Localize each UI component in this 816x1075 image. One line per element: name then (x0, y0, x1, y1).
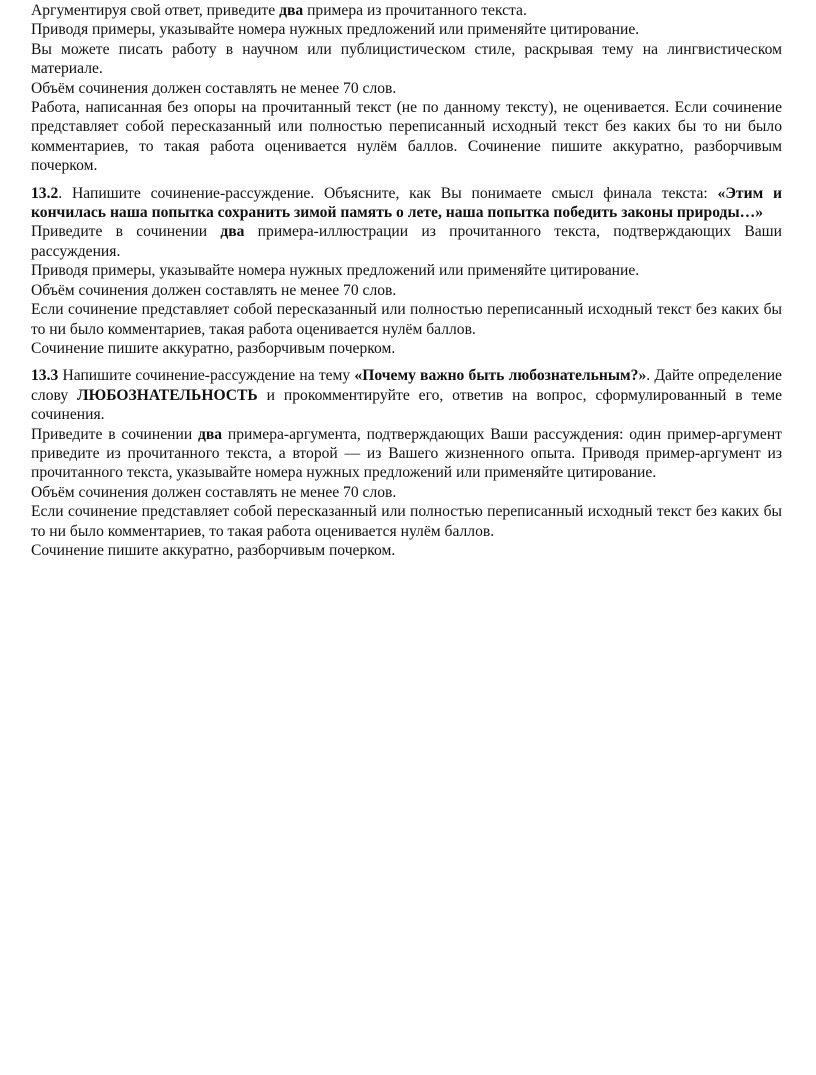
intro-length-requirement: Объём сочинения должен составлять не менее 70 слов. (31, 79, 397, 97)
task-13-2-prompt: 13.2. Напишите сочинение-рассуждение. Объясните, как Вы понимаете смысл финала текста: «Этим и кончилась наша попытка сохранить зимой память о лете, наша попытка победить законы природы…» (31, 184, 782, 222)
task-13-2-examples-instruction: Приведите в сочинении два примера-иллюстрации из прочитанного текста, подтверждающих Ваши рассуждения. (31, 223, 782, 260)
intro-grading-rules: Работа, написанная без опоры на прочитанный текст (не по данному тексту), не оценивается. Если сочинение представляет собой пересказанный или полностью переписанный исходный текст без каких бы то ни было комментариев, то такая работа оценивается нулём баллов. Сочинение пишите аккуратно, разборчивым почерком. (31, 99, 782, 175)
task-13-2-number: 13.2 (31, 184, 59, 202)
task-13-3-length-requirement: Объём сочинения должен составлять не менее 70 слов. (31, 483, 397, 501)
emphasis-two: два (198, 425, 223, 443)
intro-section (31, 1, 782, 176)
intro-style-instruction: Вы можете писать работу в научном или публицистическом стиле, раскрывая тему на лингвистическом материале. (31, 40, 782, 78)
task-13-3-grading-rule: Если сочинение представляет собой пересказанный или полностью переписанный исходный текст без каких бы то ни было комментариев, то такая работа оценивается нулём баллов. (31, 503, 782, 540)
task-13-3-number: 13.3 (31, 367, 59, 385)
task-13-2-length-requirement: Объём сочинения должен составлять не менее 70 слов. (31, 281, 397, 299)
task-13-3-section (31, 366, 782, 560)
task-13-3-prompt: 13.3 Напишите сочинение-рассуждение на тему «Почему важно быть любознательным?». Дайте определение слову ЛЮБОЗНАТЕЛЬНОСТЬ и прокомментируйте его, ответив на вопрос, сформулированный в теме сочинения. (31, 367, 782, 424)
task-13-2-grading-rule: Если сочинение представляет собой пересказанный или полностью переписанный исходный текст без каких бы то ни было комментариев, такая работа оценивается нулём баллов. (31, 301, 782, 338)
emphasis-two: два (279, 2, 304, 19)
task-13-2-quote: «Этим и кончилась наша попытка сохранить зимой память о лете, наша попытка победить законы природы…» (31, 184, 782, 222)
task-13-3-topic: «Почему важно быть любознательным?» (354, 367, 647, 385)
document-page (31, 1, 782, 560)
task-13-3-handwriting-note: Сочинение пишите аккуратно, разборчивым почерком. (31, 541, 396, 559)
task-13-3-keyword: ЛЮБОЗНАТЕЛЬНОСТЬ (77, 386, 258, 404)
task-13-2-handwriting-note: Сочинение пишите аккуратно, разборчивым почерком. (31, 339, 396, 357)
emphasis-two: два (220, 223, 245, 241)
task-13-3-examples-instruction: Приведите в сочинении два примера-аргумента, подтверждающих Ваши рассуждения: один пример-аргумент приведите из прочитанного текста, а второй — из Вашего жизненного опыта. Приводя пример-аргумент из прочитанного текста, указывайте номера нужных предложений или применяйте цитирование. (31, 425, 782, 482)
task-13-2-section (31, 184, 782, 359)
task-13-2-citation-instruction: Приводя примеры, указывайте номера нужных предложений или применяйте цитирование. (31, 262, 640, 280)
intro-examples-instruction: Приводя примеры, указывайте номера нужных предложений или применяйте цитирование. (31, 21, 640, 39)
intro-argument-instruction: Аргументируя свой ответ, приведите два примера из прочитанного текста. (31, 2, 527, 19)
